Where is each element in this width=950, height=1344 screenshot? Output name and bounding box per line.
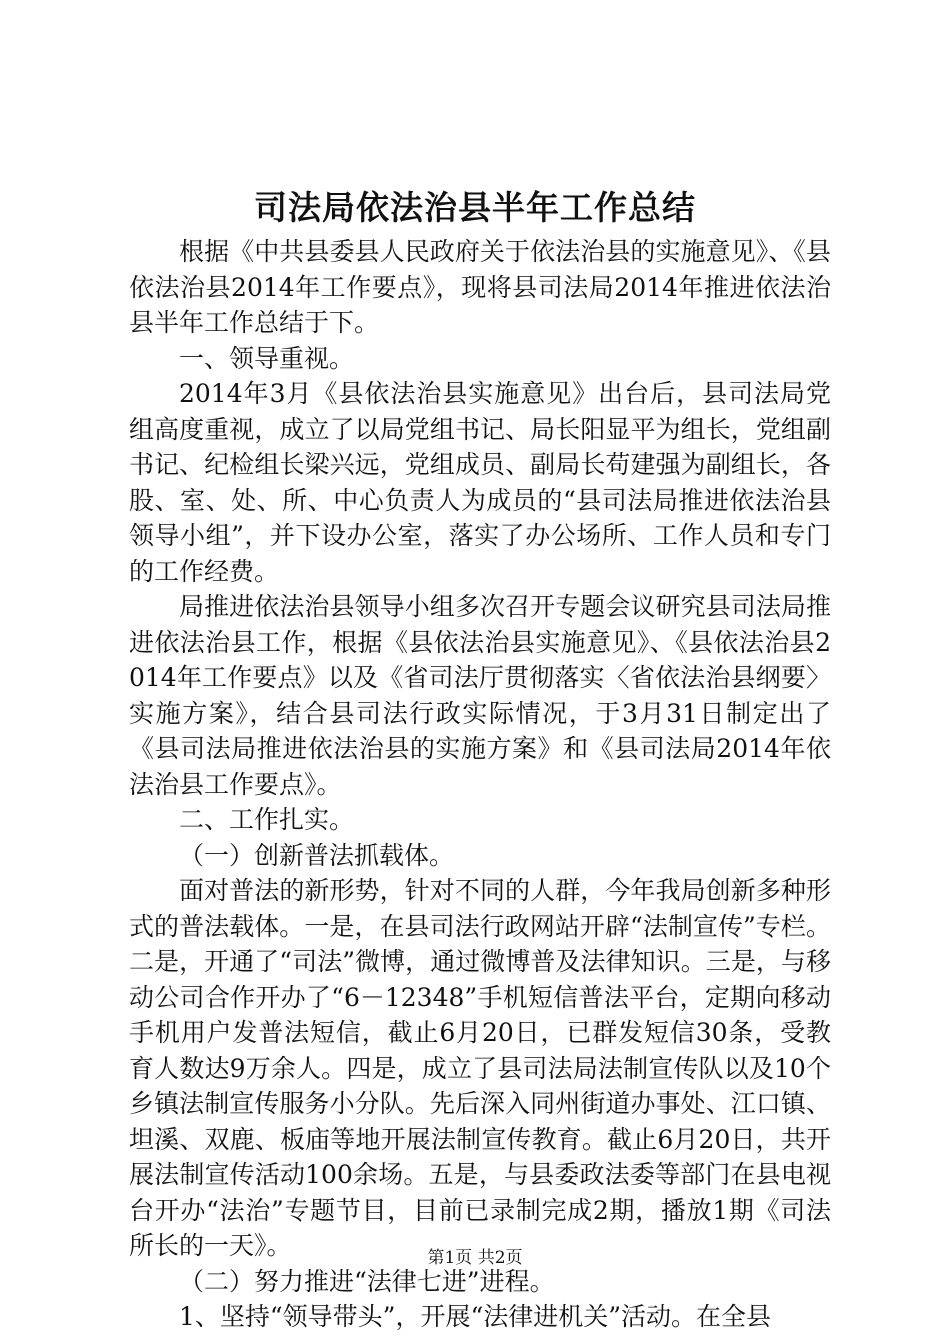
section-heading-work: 二、工作扎实。	[179, 805, 355, 834]
document-body	[129, 234, 831, 1335]
paragraph-organs: 1、坚持“领导带头”，开展“法律进机关”活动。在全县	[179, 1302, 772, 1331]
page-number-footer: 第1页 共2页	[427, 1248, 523, 1268]
subsection-heading-innovation: （一）创新普法抓载体。	[179, 840, 455, 870]
paragraph-intro: 根据《中共县委县人民政府关于依法治县的实施意见》、《县依法治县2014年工作要点》，现将县司法局2014年推进依法治县半年工作总结于下。	[129, 237, 831, 337]
paragraph-implementation-plan: 局推进依法治县领导小组多次召开专题会议研究县司法局推进依法治县工作，根据《县依法治县实施意见》、《县依法治县2014年工作要点》以及《省司法厅贯彻落实〈省依法治县纲要〉实施方案》，结合县司法行政实际情况，于3月31日制定出了《县司法局推进依法治县的实施方案》和《县司法局2014年依法治县工作要点》。	[129, 592, 831, 799]
paragraph-leadership-group: 2014年3月《县依法治县实施意见》出台后，县司法局党组高度重视，成立了以局党组书记、局长阳显平为组长，党组副书记、纪检组长梁兴远，党组成员、副局长苟建强为副组长，各股、室、处、所、中心负责人为成员的“县司法局推进依法治县领导小组”，并下设办公室，落实了办公场所、工作人员和专门的工作经费。	[129, 379, 831, 586]
subsection-heading-seven-entries: （二）努力推进“法律七进”进程。	[179, 1266, 555, 1296]
section-heading-leadership: 一、领导重视。	[179, 343, 355, 373]
document-title: 司法局依法治县半年工作总结	[254, 188, 696, 227]
paragraph-innovation: 面对普法的新形势，针对不同的人群，今年我局创新多种形式的普法载体。一是，在县司法行政网站开辟“法制宣传”专栏。二是，开通了“司法”微博，通过微博普及法律知识。三是，与移动公司合作开办了“6－12348”手机短信普法平台，定期向移动手机用户发普法短信，截止6月20日，已群发短信30条，受教育人数达9万余人。四是，成立了县司法局法制宣传队以及10个乡镇法制宣传服务小分队。先后深入同州街道办事处、江口镇、坦溪、双鹿、板庙等地开展法制宣传教育。截止6月20日，共开展法制宣传活动100余场。五是，与县委政法委等部门在县电视台开办“法治”专题节目，目前已录制完成2期，播放1期《司法所长的一天》。	[129, 876, 831, 1260]
